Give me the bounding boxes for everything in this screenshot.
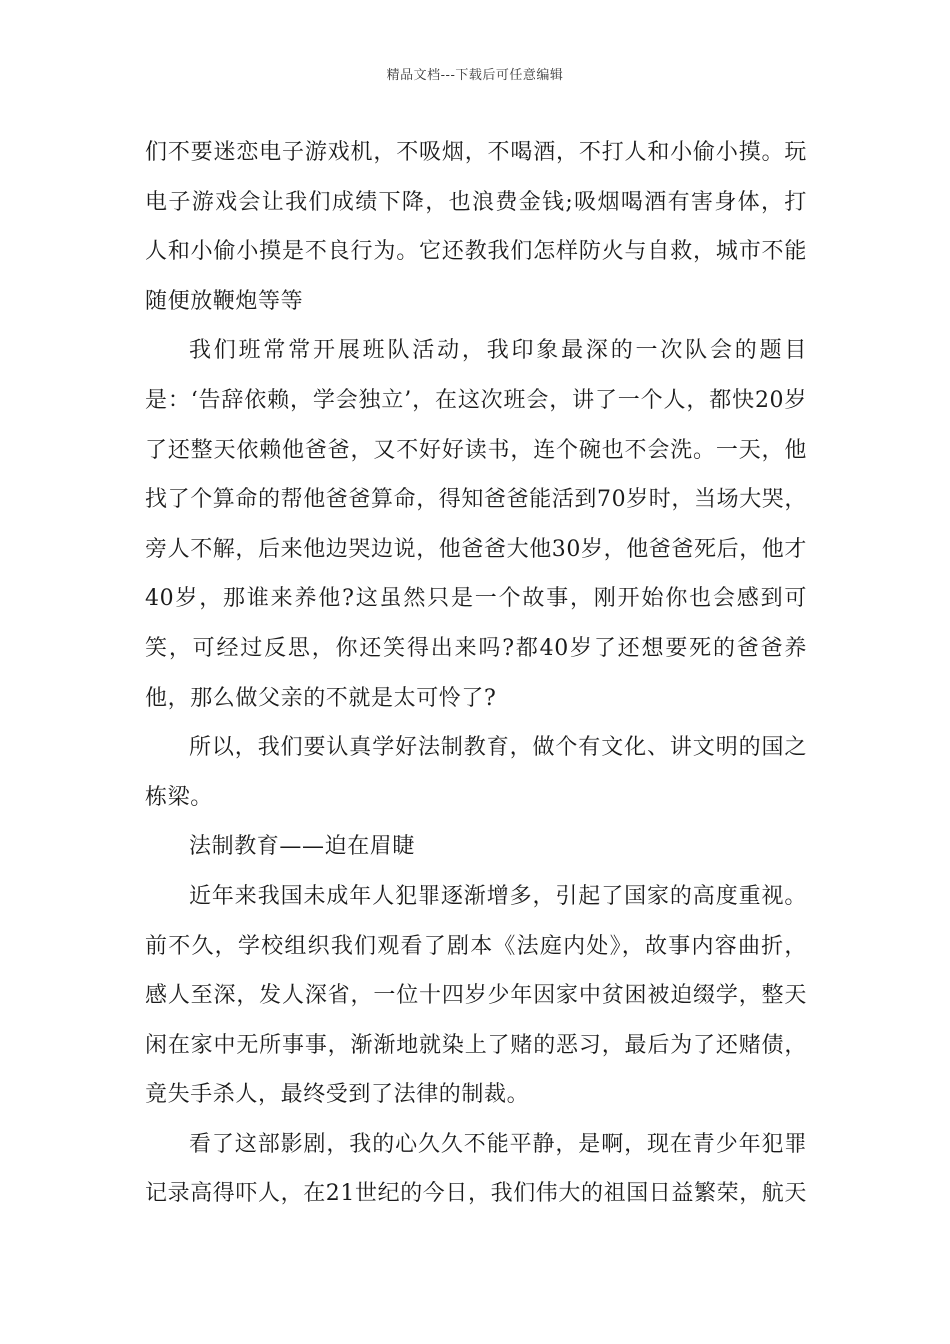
page-header: 精品文档---下载后可任意编辑 <box>386 68 564 83</box>
section-heading: 法制教育——迫在眉睫 <box>189 834 416 860</box>
paragraph-1: 们不要迷恋电子游戏机，不吸烟，不喝酒，不打人和小偷小摸。玩电子游戏会让我们成绩下降，也浪费金钱;吸烟喝酒有害身体，打人和小偷小摸是不良行为。它还教我们怎样防火与自救，城市不能随便放鞭炮等等 <box>145 140 807 314</box>
document-body <box>145 128 807 1219</box>
paragraph-3: 所以，我们要认真学好法制教育，做个有文化、讲文明的国之栋梁。 <box>145 735 807 810</box>
paragraph-4: 近年来我国未成年人犯罪逐渐增多，引起了国家的高度重视。前不久，学校组织我们观看了剧本《法庭内处》，故事内容曲折，感人至深，发人深省，一位十四岁少年因家中贫困被迫缀学，整天闲在家中无所事事，渐渐地就染上了赌的恶习，最后为了还赌债，竟失手杀人，最终受到了法律的制裁。 <box>145 883 807 1108</box>
paragraph-5: 看了这部影剧，我的心久久不能平静，是啊，现在青少年犯罪记录高得吓人，在21世纪的今日，我们伟大的祖国日益繁荣，航天 <box>145 1131 807 1207</box>
paragraph-2: 我们班常常开展班队活动，我印象最深的一次队会的题目是：‘告辞依赖，学会独立’，在这次班会，讲了一个人，都快20岁了还整天依赖他爸爸，又不好好读书，连个碗也不会洗。一天，他找了个算命的帮他爸爸算命，得知爸爸能活到70岁时，当场大哭，旁人不解，后来他边哭边说，他爸爸大他30岁，他爸爸死后，他才40岁，那谁来养他?这虽然只是一个故事，刚开始你也会感到可笑，可经过反思，你还笑得出来吗?都40岁了还想要死的爸爸养他，那么做父亲的不就是太可怜了? <box>145 338 807 711</box>
